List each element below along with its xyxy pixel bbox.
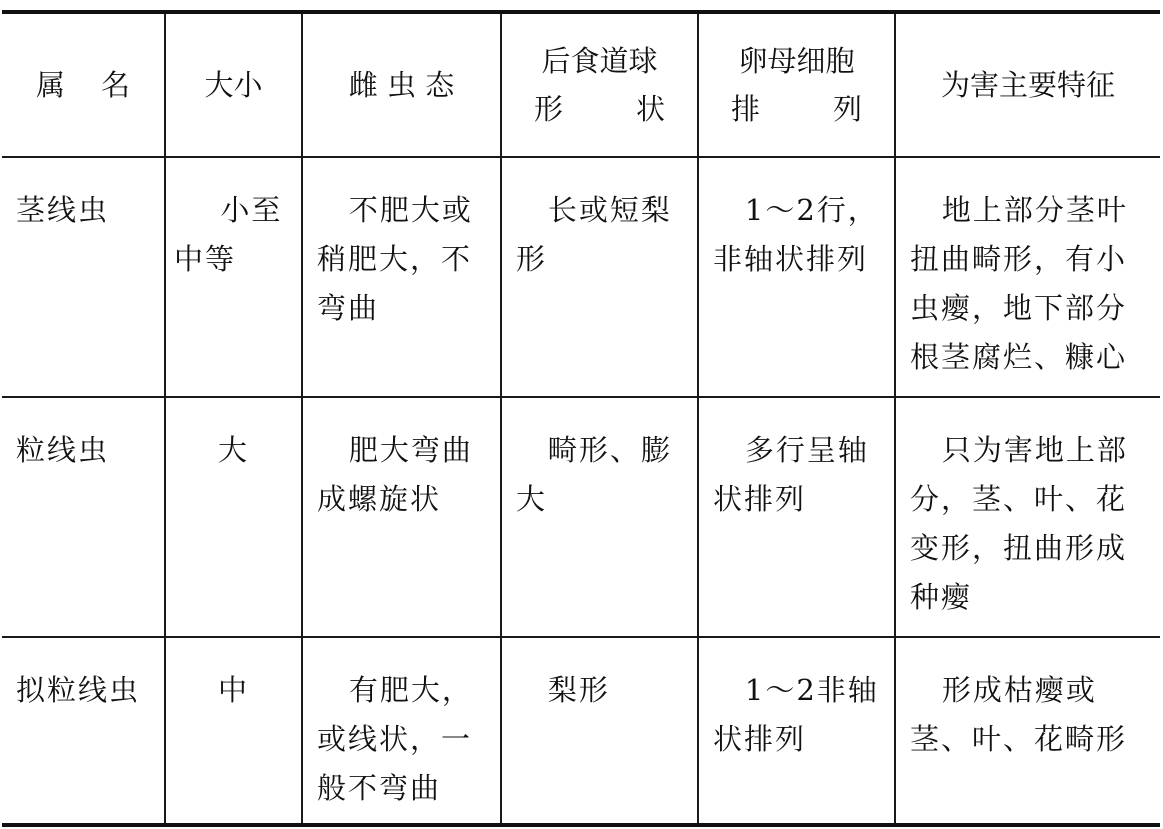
cell-genus-text: 粒线虫 [16, 433, 110, 467]
cell-size-text: 大 [217, 433, 249, 467]
cell-female-state-text: 不肥大或稍肥大，不弯曲 [317, 193, 473, 325]
header-esophageal-bulb-line1: 后食道球 [541, 44, 658, 78]
cell-esophageal-bulb [501, 637, 698, 825]
cell-damage-text: 只为害地上部分，茎、叶、花变形，扭曲形成种瘿 [910, 433, 1128, 614]
header-female-state [302, 12, 501, 157]
cell-genus [2, 397, 165, 637]
cell-damage [895, 637, 1160, 825]
cell-genus-text: 拟粒线虫 [16, 673, 141, 707]
cell-damage [895, 397, 1160, 637]
cell-esophageal-bulb [501, 157, 698, 397]
cell-esophageal-bulb-text: 梨形 [547, 673, 610, 707]
table-row [2, 637, 1160, 825]
table-header [2, 12, 1160, 157]
header-esophageal-bulb-char-1: 形 [534, 92, 564, 126]
header-female-state-label: 雌 虫 态 [348, 68, 455, 102]
cell-female-state [302, 637, 501, 825]
cell-female-state-text: 有肥大，或线状，一般不弯曲 [317, 673, 473, 805]
table-row [2, 157, 1160, 397]
header-oocyte [698, 12, 895, 157]
cell-oocyte-text: 多行呈轴状排列 [713, 433, 869, 516]
cell-female-state [302, 397, 501, 637]
header-oocyte-char-2: 列 [832, 92, 862, 126]
nematode-genus-comparison-table [2, 10, 1160, 827]
header-oocyte-char-1: 排 [731, 92, 761, 126]
header-esophageal-bulb [501, 12, 698, 157]
cell-genus [2, 157, 165, 397]
table-body [2, 157, 1160, 825]
header-damage-label: 为害主要特征 [940, 68, 1115, 102]
cell-oocyte-text: 1～2行，非轴状排列 [713, 193, 879, 276]
cell-esophageal-bulb-text: 畸形、膨大 [516, 433, 672, 516]
cell-oocyte [698, 637, 895, 825]
cell-genus-text: 茎线虫 [16, 193, 110, 227]
header-oocyte-line1: 卵母细胞 [738, 44, 855, 78]
header-damage [895, 12, 1160, 157]
header-esophageal-bulb-char-2: 状 [635, 92, 665, 126]
header-row [2, 12, 1160, 157]
cell-esophageal-bulb-text: 长或短梨形 [516, 193, 672, 276]
cell-damage-text: 形成枯瘿或茎、叶、花畸形 [910, 673, 1128, 756]
cell-genus [2, 637, 165, 825]
header-size-label: 大小 [204, 68, 263, 102]
cell-size [165, 397, 302, 637]
cell-damage-text: 地上部分茎叶扭曲畸形，有小虫瘿，地下部分根茎腐烂、糠心 [910, 193, 1128, 374]
cell-damage [895, 157, 1160, 397]
header-genus-char-1: 属 [36, 68, 66, 102]
cell-female-state-text: 肥大弯曲成螺旋状 [317, 433, 473, 516]
header-genus [2, 12, 165, 157]
cell-size [165, 637, 302, 825]
cell-size-text: 中 [217, 673, 249, 707]
header-size [165, 12, 302, 157]
cell-oocyte [698, 157, 895, 397]
cell-oocyte [698, 397, 895, 637]
cell-size-text: 小至中等 [174, 193, 283, 276]
cell-size [165, 157, 302, 397]
table-row [2, 397, 1160, 637]
cell-esophageal-bulb [501, 397, 698, 637]
cell-female-state [302, 157, 501, 397]
header-genus-char-2: 名 [100, 68, 130, 102]
cell-oocyte-text: 1～2非轴状排列 [713, 673, 879, 756]
